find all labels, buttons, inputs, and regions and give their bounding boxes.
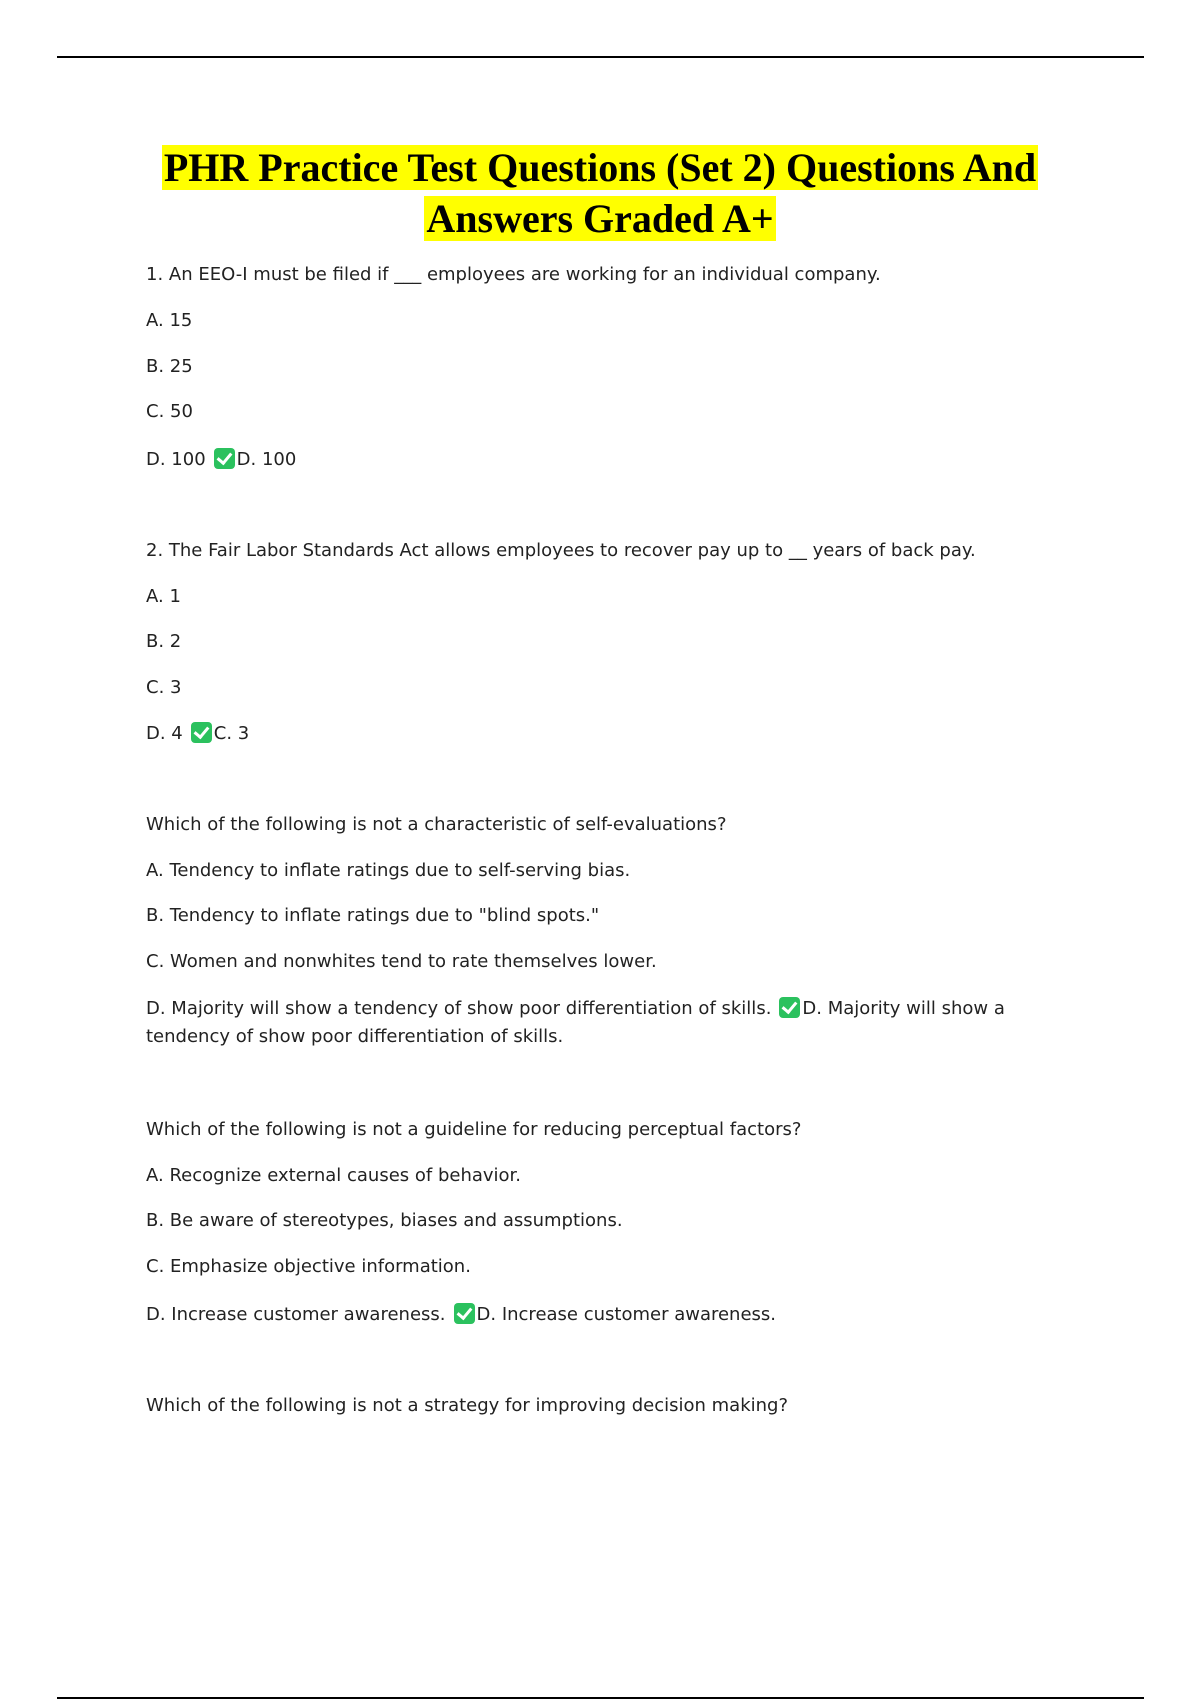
check-mark-icon xyxy=(214,448,235,469)
question-text: 1. An EEO-I must be filed if ___ employees are working for an individual company. xyxy=(146,264,881,285)
option-d: D. 100 xyxy=(146,449,206,470)
option-b: B. Tendency to inflate ratings due to "blind spots." xyxy=(146,905,600,926)
option-a: A. Tendency to inflate ratings due to self-serving bias. xyxy=(146,860,631,881)
option-d-row xyxy=(146,995,1026,1051)
check-mark-icon xyxy=(191,722,212,743)
question-text: 2. The Fair Labor Standards Act allows employees to recover pay up to __ years of back pay. xyxy=(146,540,976,561)
document-title xyxy=(100,142,1100,244)
option-a: A. 1 xyxy=(146,586,181,607)
option-a: A. Recognize external causes of behavior. xyxy=(146,1165,522,1186)
option-a: A. 15 xyxy=(146,310,193,331)
top-rule xyxy=(57,56,1144,58)
check-mark-icon xyxy=(779,997,800,1018)
correct-answer: D. Majority will show a tendency of show poor differentiation of skills. xyxy=(146,998,1005,1047)
correct-answer: D. 100 xyxy=(236,449,297,470)
option-d-row xyxy=(146,447,296,473)
option-b: B. 2 xyxy=(146,631,182,652)
title-line-1: PHR Practice Test Questions (Set 2) Questions And xyxy=(163,145,1037,190)
question-text: Which of the following is not a strategy for improving decision making? xyxy=(146,1395,789,1416)
correct-answer: D. Increase customer awareness. xyxy=(476,1304,777,1325)
option-c: C. Emphasize objective information. xyxy=(146,1256,471,1277)
option-b: B. Be aware of stereotypes, biases and assumptions. xyxy=(146,1210,623,1231)
check-mark-icon xyxy=(454,1303,475,1324)
option-d-row xyxy=(146,1302,776,1328)
option-c: C. 50 xyxy=(146,401,193,422)
correct-answer: C. 3 xyxy=(213,723,250,744)
option-c: C. 3 xyxy=(146,677,182,698)
option-d-row xyxy=(146,721,249,747)
option-d: D. 4 xyxy=(146,723,183,744)
option-c: C. Women and nonwhites tend to rate themselves lower. xyxy=(146,951,657,972)
option-d: D. Increase customer awareness. xyxy=(146,1304,446,1325)
bottom-rule xyxy=(57,1697,1144,1699)
question-text: Which of the following is not a characteristic of self-evaluations? xyxy=(146,814,727,835)
question-text: Which of the following is not a guideline for reducing perceptual factors? xyxy=(146,1119,802,1140)
option-b: B. 25 xyxy=(146,356,193,377)
title-line-2: Answers Graded A+ xyxy=(426,196,774,241)
option-d: D. Majority will show a tendency of show poor differentiation of skills. xyxy=(146,998,772,1019)
